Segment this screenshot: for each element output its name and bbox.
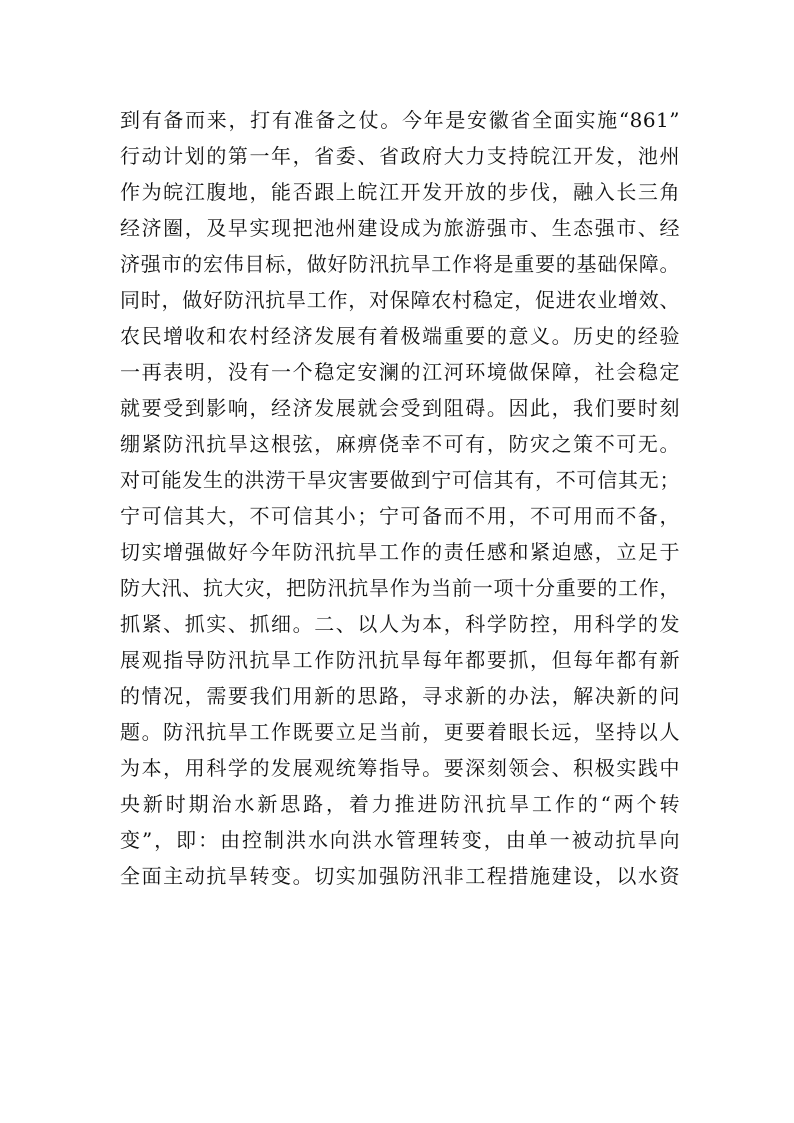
text-line: 央新时期治水新思路，着力推进防汛抗旱工作的“两个转 <box>120 792 680 816</box>
text-line: 为本，用科学的发展观统筹指导。要深刻领会、积极实践中 <box>120 756 680 780</box>
text-line: 同时，做好防汛抗旱工作，对保障农村稳定，促进农业增效、 <box>120 288 680 312</box>
text-line: 到有备而来，打有准备之仗。今年是安徽省全面实施“861” <box>120 108 680 132</box>
text-line: 经济圈，及早实现把池州建设成为旅游强市、生态强市、经 <box>120 216 680 240</box>
text-line: 切实增强做好今年防汛抗旱工作的责任感和紧迫感，立足于 <box>120 540 680 564</box>
text-line: 作为皖江腹地，能否跟上皖江开发开放的步伐，融入长三角 <box>120 180 680 204</box>
text-line: 农民增收和农村经济发展有着极端重要的意义。历史的经验 <box>120 324 680 348</box>
text-line: 行动计划的第一年，省委、省政府大力支持皖江开发，池州 <box>120 144 680 168</box>
text-line: 对可能发生的洪涝干旱灾害要做到宁可信其有，不可信其无； <box>120 468 680 492</box>
text-line: 全面主动抗旱转变。切实加强防汛非工程措施建设，以水资 <box>120 864 680 888</box>
text-line: 就要受到影响，经济发展就会受到阻碍。因此，我们要时刻 <box>120 396 680 420</box>
text-line: 宁可信其大，不可信其小；宁可备而不用，不可用而不备， <box>120 504 680 528</box>
text-line: 绷紧防汛抗旱这根弦，麻痹侥幸不可有，防灾之策不可无。 <box>120 432 680 456</box>
text-line: 抓紧、抓实、抓细。二、以人为本，科学防控，用科学的发 <box>120 612 680 636</box>
text-line: 一再表明，没有一个稳定安澜的江河环境做保障，社会稳定 <box>120 360 680 384</box>
text-line: 展观指导防汛抗旱工作防汛抗旱每年都要抓，但每年都有新 <box>120 648 680 672</box>
text-line: 防大汛、抗大灾，把防汛抗旱作为当前一项十分重要的工作， <box>120 576 680 600</box>
text-line: 变”，即：由控制洪水向洪水管理转变，由单一被动抗旱向 <box>120 828 680 852</box>
body-text <box>120 102 680 894</box>
text-line: 济强市的宏伟目标，做好防汛抗旱工作将是重要的基础保障。 <box>120 252 680 276</box>
text-line: 题。防汛抗旱工作既要立足当前，更要着眼长远，坚持以人 <box>120 720 680 744</box>
text-line: 的情况，需要我们用新的思路，寻求新的办法，解决新的问 <box>120 684 680 708</box>
